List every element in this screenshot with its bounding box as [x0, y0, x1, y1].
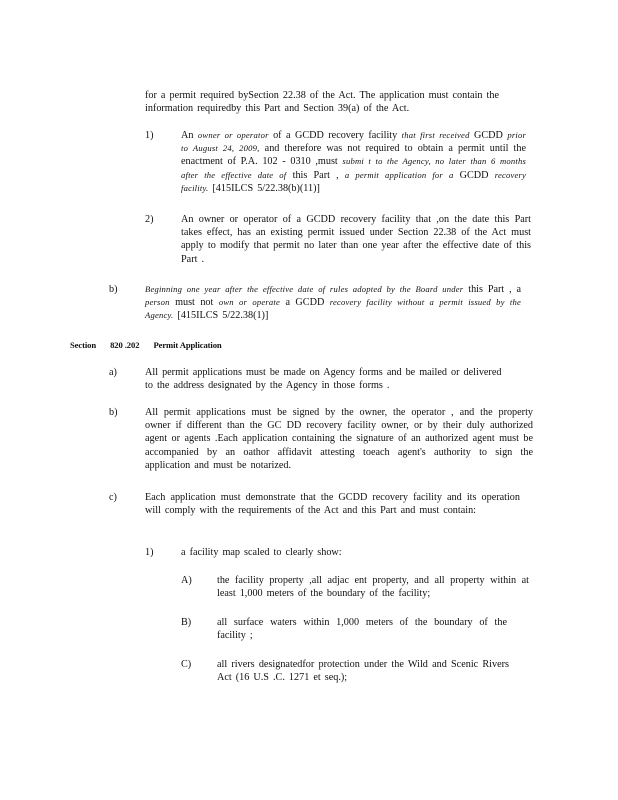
a1-seg: An: [181, 130, 194, 141]
b-seg: must not: [175, 297, 214, 309]
a1-seg-italic: a permit application for a: [344, 169, 454, 180]
sub-c-number: C): [181, 659, 192, 670]
item-a-number: a): [109, 367, 117, 378]
sub-a-text: the facility property ,all adjac ent property, and all property within at least 1,000 meters of the boundary of the facility;: [217, 575, 529, 600]
b-seg: a GCDD: [285, 297, 325, 309]
item-c-number: c): [109, 492, 117, 503]
a1-seg-italic: recovery facility.: [181, 169, 527, 193]
item-b2-text: All permit applications must be signed by the owner, the operator , and the property owner if different than the GC DD recovery facility owner, or by their duly authorized agent or agents .Each application containing the signature of an authorized agent must be accompanied by an oathor affidavit attesting toeach agent's authority to sign the application and must be notarized.: [145, 407, 533, 471]
item-b2-number: b): [109, 407, 118, 418]
section-label: Section: [70, 340, 97, 350]
a1-seg-italic: submi t to the Agency, no later than 6 months after the effective date of: [181, 156, 526, 180]
b-seg: this Part , a: [468, 284, 522, 295]
a1-seg-italic: owner or operator: [197, 130, 269, 140]
section-title: Permit Application: [153, 340, 222, 350]
item-a2-number: 2): [145, 214, 154, 225]
b-seg-italic: own or operate: [218, 297, 280, 308]
item-a-text: All permit applications must be made on Agency forms and be mailed or delivered to the address designated by the Agency in those forms .: [145, 367, 502, 392]
item-b-number: b): [109, 284, 118, 295]
intro-paragraph: for a permit required bySection 22.38 of the Act. The application must contain the information requiredby this Part and Section 39(a) of the Act.: [145, 90, 499, 115]
a1-seg: GCDD: [459, 169, 489, 181]
sub-c-text: all rivers designatedfor protection under the Wild and Scenic Rivers Act (16 U.S .C. 1271 et seq.);: [217, 659, 509, 684]
sub-b-number: B): [181, 617, 192, 628]
a1-seg: and therefore was not required to obtain a permit until the enactment of P.A. 102 - 0310 ,must: [181, 143, 526, 168]
section-number: 820 .202: [110, 340, 140, 350]
b-citation: [415ILCS 5/22.38(1)]: [177, 310, 269, 322]
item-c-text: Each application must demonstrate that the GCDD recovery facility and its operation will comply with the requirements of the Act and this Part and must contain:: [145, 492, 520, 517]
a1-seg-italic: that first received: [401, 130, 470, 140]
item-a1-number: 1): [145, 130, 154, 141]
a1-seg: of a GCDD recovery facility: [273, 130, 398, 141]
a1-seg-italic: prior to August 24, 2009,: [181, 130, 527, 154]
item-a1-text: [181, 129, 526, 195]
item-c1-number: 1): [145, 547, 154, 558]
b-seg-italic: person: [145, 297, 170, 308]
b-seg-italic: recovery facility without a permit issued by the Agency.: [145, 297, 522, 321]
item-c1-text: a facility map scaled to clearly show:: [181, 547, 342, 558]
a1-citation: [415ILCS 5/22.38(b)(11)]: [212, 182, 320, 194]
a1-seg: this Part ,: [292, 169, 339, 181]
sub-a-number: A): [181, 575, 192, 586]
item-a2-text: An owner or operator of a GCDD recovery facility that ,on the date this Part takes effect, has an existing permit issued under Section 22.38 of the Act must apply to modify that permit no later than one year after the effective date of this Part .: [181, 214, 531, 265]
a1-seg: GCDD: [474, 130, 503, 141]
sub-b-text: all surface waters within 1,000 meters of the boundary of the facility ;: [217, 617, 507, 642]
item-b-text: [145, 283, 521, 323]
section-heading: [70, 339, 234, 352]
b-seg-italic: Beginning one year after the effective date of rules adopted by the Board under: [145, 284, 464, 294]
